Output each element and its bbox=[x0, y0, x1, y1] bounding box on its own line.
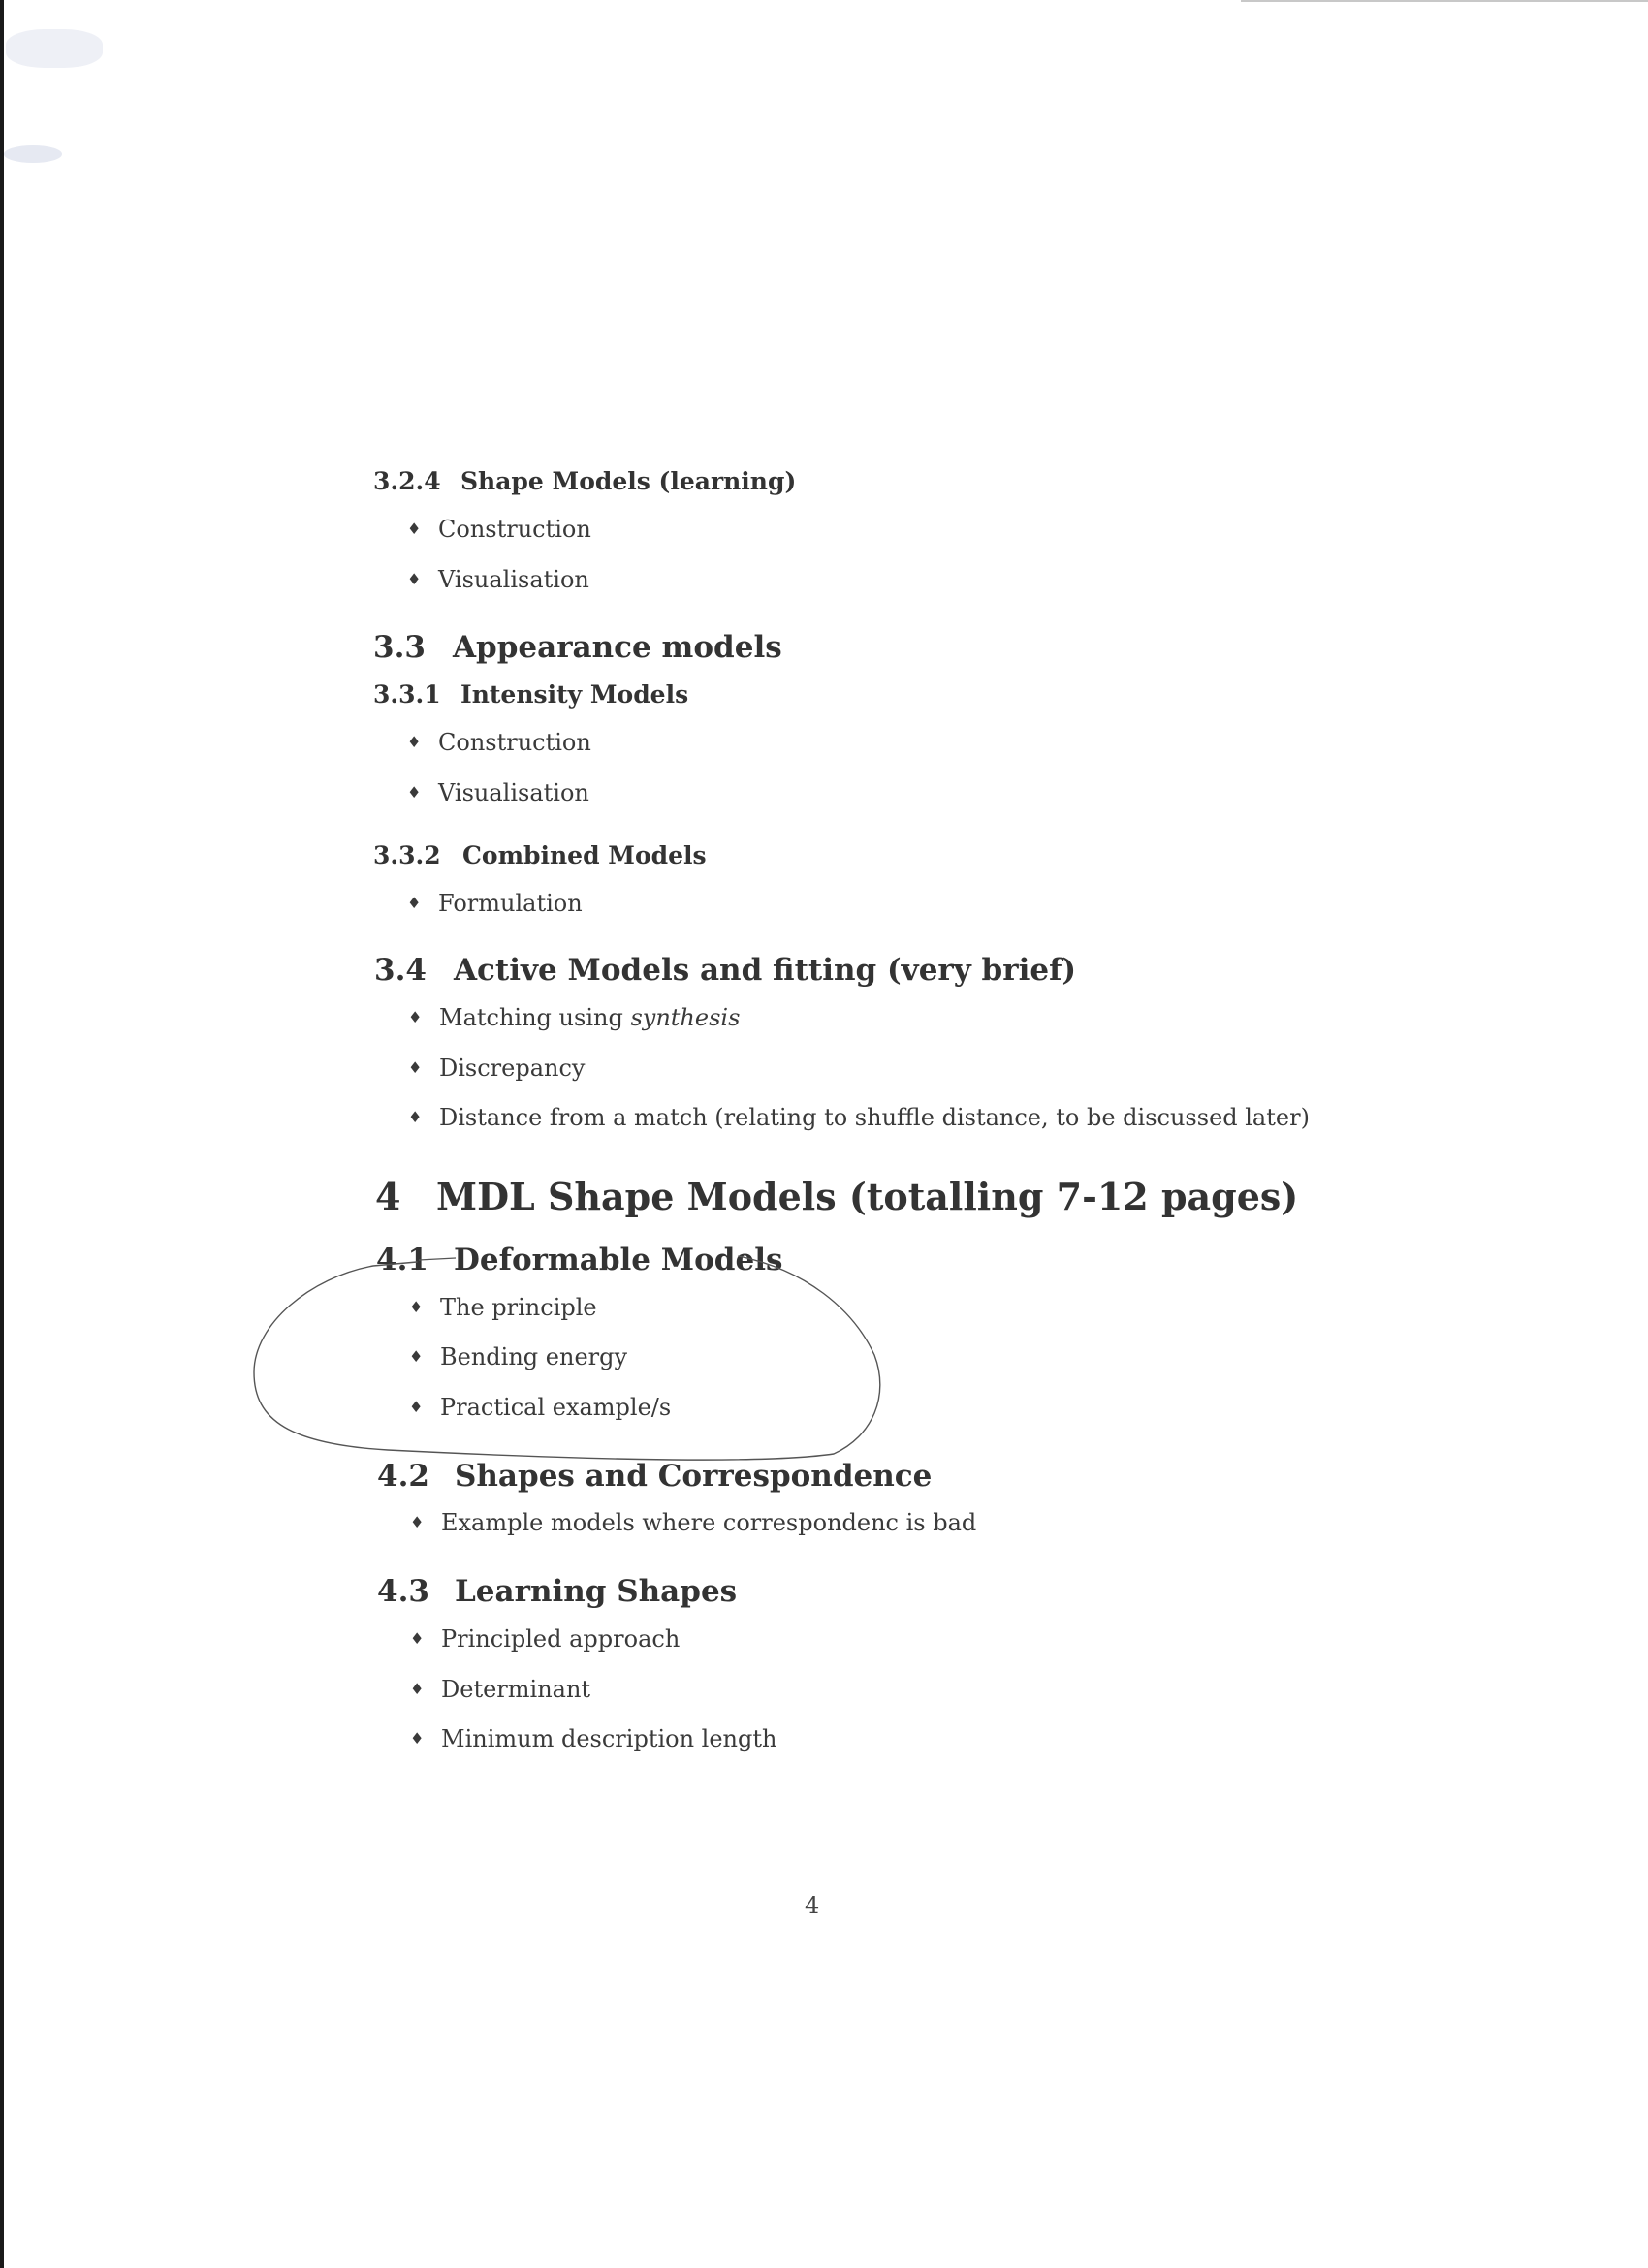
bullet-item: ♦ Matching using synthesis bbox=[408, 1004, 741, 1031]
bullet-item: ♦ Example models where correspondenc is bad bbox=[410, 1509, 977, 1536]
diamond-bullet-icon: ♦ bbox=[410, 1729, 425, 1748]
heading-title: Deformable Models bbox=[454, 1243, 783, 1277]
heading-3-3 bbox=[373, 630, 782, 665]
heading-title: Active Models and fitting (very brief) bbox=[454, 953, 1077, 988]
diamond-bullet-icon: ♦ bbox=[407, 520, 422, 538]
heading-4-2 bbox=[377, 1459, 932, 1494]
heading-number: 4.1 bbox=[376, 1243, 428, 1277]
diamond-bullet-icon: ♦ bbox=[410, 1629, 425, 1648]
heading-number: 3.3.2 bbox=[373, 841, 441, 869]
page-number: 4 bbox=[805, 1892, 820, 1919]
diamond-bullet-icon: ♦ bbox=[407, 783, 422, 802]
heading-title: Combined Models bbox=[462, 841, 707, 869]
heading-number: 3.4 bbox=[374, 953, 427, 988]
bullet-item: ♦ The principle bbox=[409, 1294, 597, 1321]
heading-title: Learning Shapes bbox=[455, 1574, 738, 1609]
heading-number: 4 bbox=[375, 1175, 401, 1218]
diamond-bullet-icon: ♦ bbox=[408, 1008, 423, 1026]
heading-4-1 bbox=[376, 1243, 782, 1277]
heading-number: 4.2 bbox=[377, 1459, 429, 1494]
scan-edge-left bbox=[0, 0, 4, 2268]
heading-3-3-2 bbox=[373, 841, 707, 869]
heading-number: 3.3 bbox=[373, 630, 426, 665]
heading-number: 4.3 bbox=[377, 1574, 429, 1609]
bullet-item: ♦ Distance from a match (relating to shuffle distance, to be discussed later) bbox=[408, 1104, 1310, 1131]
heading-3-2-4 bbox=[373, 467, 796, 495]
bullet-item: ♦ Visualisation bbox=[407, 566, 589, 593]
bullet-item: ♦ Construction bbox=[407, 729, 591, 756]
diamond-bullet-icon: ♦ bbox=[409, 1347, 424, 1366]
diamond-bullet-icon: ♦ bbox=[409, 1398, 424, 1416]
diamond-bullet-icon: ♦ bbox=[408, 1058, 423, 1077]
bullet-item: ♦ Formulation bbox=[407, 890, 583, 917]
heading-chapter-4 bbox=[375, 1175, 1298, 1218]
heading-3-4 bbox=[374, 953, 1076, 988]
diamond-bullet-icon: ♦ bbox=[410, 1680, 425, 1698]
bullet-item: ♦ Determinant bbox=[410, 1676, 591, 1703]
bullet-item: ♦ Minimum description length bbox=[410, 1725, 777, 1752]
diamond-bullet-icon: ♦ bbox=[407, 733, 422, 751]
scan-smudge bbox=[6, 29, 103, 68]
bullet-item: ♦ Visualisation bbox=[407, 779, 589, 806]
diamond-bullet-icon: ♦ bbox=[410, 1513, 425, 1531]
heading-number: 3.2.4 bbox=[373, 467, 441, 495]
heading-4-3 bbox=[377, 1574, 737, 1609]
diamond-bullet-icon: ♦ bbox=[407, 570, 422, 588]
bullet-item: ♦ Principled approach bbox=[410, 1625, 681, 1653]
diamond-bullet-icon: ♦ bbox=[408, 1108, 423, 1126]
heading-title: Shapes and Correspondence bbox=[455, 1459, 933, 1494]
scan-edge-top bbox=[1241, 0, 1648, 2]
heading-number: 3.3.1 bbox=[373, 680, 441, 709]
bullet-item: ♦ Practical example/s bbox=[409, 1394, 672, 1421]
diamond-bullet-icon: ♦ bbox=[409, 1298, 424, 1316]
heading-title: MDL Shape Models (totalling 7-12 pages) bbox=[436, 1175, 1299, 1218]
heading-title: Shape Models (learning) bbox=[460, 467, 797, 495]
heading-title: Intensity Models bbox=[460, 680, 689, 709]
heading-title: Appearance models bbox=[453, 630, 782, 665]
heading-3-3-1 bbox=[373, 680, 688, 709]
bullet-item: ♦ Bending energy bbox=[409, 1343, 628, 1370]
scan-smudge bbox=[4, 145, 62, 163]
diamond-bullet-icon: ♦ bbox=[407, 894, 422, 912]
bullet-item: ♦ Construction bbox=[407, 516, 591, 543]
bullet-item: ♦ Discrepancy bbox=[408, 1055, 586, 1082]
